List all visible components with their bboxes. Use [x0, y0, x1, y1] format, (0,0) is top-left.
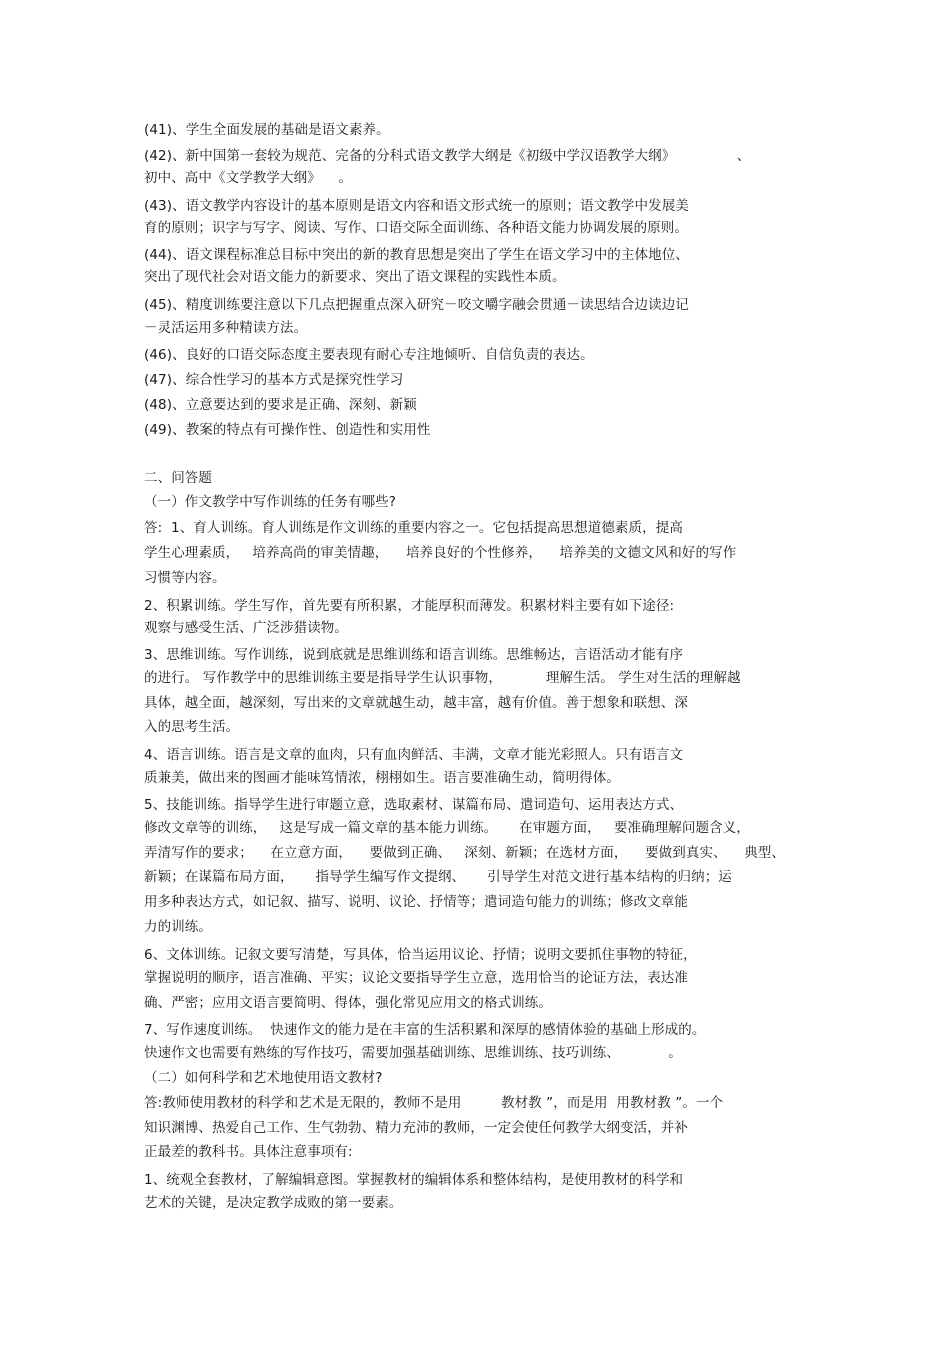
text-line: －灵活运用多种精读方法。	[144, 320, 308, 336]
text-line: 3、思维训练。写作训练，说到底就是思维训练和语言训练。思维畅达，言语活动才能有序	[144, 647, 684, 663]
text-line: (46)、良好的口语交际态度主要表现有耐心专注地倾听、自信负责的表达。	[144, 347, 594, 363]
text-line: 修改文章等的训练， 这是写成一篇文章的基本能力训练。 在审题方面， 要准确理解问题含义，	[144, 820, 750, 836]
question-heading: （一）作文教学中写作训练的任务有哪些?	[144, 494, 397, 510]
text-line: (44)、语文课程标准总目标中突出的新的教育思想是突出了学生在语文学习中的主体地位、	[144, 247, 689, 263]
text-line: (48)、立意要达到的要求是正确、深刻、新颖	[144, 397, 417, 413]
text-line: (41)、学生全面发展的基础是语文素养。	[144, 122, 390, 138]
text-line: 育的原则；识字与写字、阅读、写作、口语交际全面训练、各种语文能力协调发展的原则。	[144, 220, 688, 236]
text-line: 新颖；在谋篇布局方面， 指导学生编写作文提纲、 引导学生对范文进行基本结构的归纳；运	[144, 869, 732, 885]
text-line: 1、统观全套教材，了解编辑意图。掌握教材的编辑体系和整体结构，是使用教材的科学和	[144, 1172, 684, 1188]
text-line: 5、技能训练。指导学生进行审题立意，选取素材、谋篇布局、遣词造句、运用表达方式、	[144, 797, 684, 813]
text-line: (47)、综合性学习的基本方式是探究性学习	[144, 372, 404, 388]
text-line: 的进行。 写作教学中的思维训练主要是指导学生认识事物， 理解生活。 学生对生活的理解越	[144, 670, 741, 686]
text-line: 快速作文也需要有熟练的写作技巧，需要加强基础训练、思维训练、技巧训练、 。	[144, 1045, 682, 1061]
text-line: 确、严密；应用文语言要简明、得体，强化常见应用文的格式训练。	[144, 995, 552, 1011]
text-line: 突出了现代社会对语文能力的新要求、突出了语文课程的实践性本质。	[144, 269, 566, 285]
text-line: 4、语言训练。语言是文章的血肉，只有血肉鲜活、丰满，文章才能光彩照人。只有语言文	[144, 747, 684, 763]
text-line: 知识渊博、热爱自己工作、生气勃勃、精力充沛的教师，一定会使任何教学大纲变活，并补	[144, 1120, 688, 1136]
text-line: (45)、精度训练要注意以下几点把握重点深入研究－咬文嚼字融会贯通－读思结合边读边记	[144, 297, 689, 313]
text-line: 7、写作速度训练。 快速作文的能力是在丰富的生活积累和深厚的感情体验的基础上形成的。	[144, 1022, 706, 1038]
text-line: 具体，越全面，越深刻，写出来的文章就越生动，越丰富，越有价值。善于想象和联想、深	[144, 695, 688, 711]
text-line: (43)、语文教学内容设计的基本原则是语文内容和语文形式统一的原则；语文教学中发展美	[144, 198, 689, 214]
text-line: 6、文体训练。记叙文要写清楚，写具体，恰当运用议论、抒情；说明文要抓住事物的特征，	[144, 947, 697, 963]
text-line: 习惯等内容。	[144, 570, 226, 586]
text-line: 答:教师使用教材的科学和艺术是无限的，教师不是用 教材教 ”，而是用 用教材教 ”。一个	[144, 1095, 724, 1111]
question-heading: （二）如何科学和艺术地使用语文教材?	[144, 1070, 383, 1086]
text-line: 入的思考生活。	[144, 719, 240, 735]
text-line: 掌握说明的顺序，语言准确、平实；议论文要指导学生立意，选用恰当的论证方法，表达准	[144, 970, 688, 986]
text-line: 用多种表达方式，如记叙、描写、说明、议论、抒情等；遣词造句能力的训练；修改文章能	[144, 894, 688, 910]
text-line: 艺术的关键，是决定教学成败的第一要素。	[144, 1195, 403, 1211]
text-line: 正最差的教科书。具体注意事项有:	[144, 1144, 353, 1160]
text-line: 学生心理素质， 培养高尚的审美情趣， 培养良好的个性修养， 培养美的文德文风和好的写作	[144, 545, 737, 561]
text-line: (49)、教案的特点有可操作性、创造性和实用性	[144, 422, 431, 438]
section-heading: 二、问答题	[144, 470, 212, 486]
text-line: 观察与感受生活、广泛涉猎读物。	[144, 620, 348, 636]
text-line: (42)、新中国第一套较为规范、完备的分科式语文教学大纲是《初级中学汉语教学大纲》 、	[144, 148, 751, 164]
text-line: 初中、高中《文学教学大纲》 。	[144, 170, 352, 186]
text-line: 2、积累训练。学生写作，首先要有所积累，才能厚积而薄发。积累材料主要有如下途径:	[144, 598, 675, 614]
text-line: 弄清写作的要求； 在立意方面， 要做到正确、 深刻、新颖；在选材方面， 要做到真实、 典型、	[144, 845, 786, 861]
text-line: 答: 1、育人训练。育人训练是作文训练的重要内容之一。它包括提高思想道德素质，提高	[144, 520, 683, 536]
text-line: 质兼美，做出来的图画才能味笃情浓，栩栩如生。语言要准确生动，简明得体。	[144, 770, 620, 786]
text-line: 力的训练。	[144, 919, 212, 935]
